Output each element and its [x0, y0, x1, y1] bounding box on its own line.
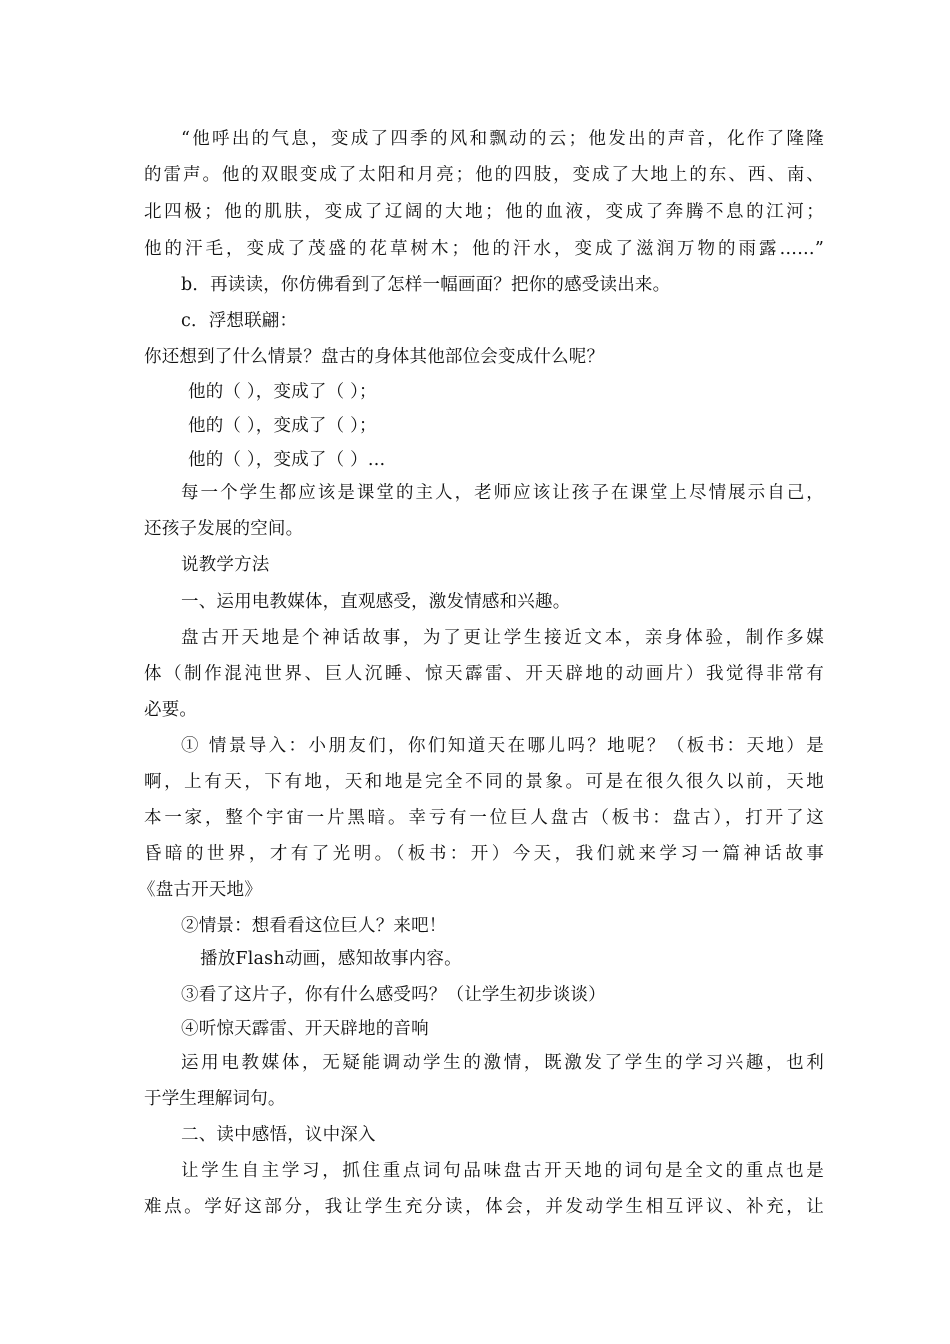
step-b-text: b．再读读，你仿佛看到了怎样一幅画面？把你的感受读出来。 [181, 275, 671, 295]
section-heading: 说教学方法 [181, 555, 270, 575]
fill-blank-line-1: 他的（ ），变成了（ ）； [188, 382, 377, 402]
step-1-line: 本一家，整个宇宙一片黑暗。幸亏有一位巨人盘古（板书：盘古），打开了这 [144, 808, 824, 828]
quote-line-3: 北四极；他的肌肤，变成了辽阔的大地；他的血液，变成了奔腾不息的江河； [144, 202, 824, 222]
subsection-heading-1: 一、运用电教媒体，直观感受，激发情感和兴趣。 [181, 592, 571, 612]
subsection-heading-2: 二、读中感悟，议中深入 [181, 1125, 376, 1145]
fill-blank-line-3: 他的（ ），变成了（ ）… [188, 450, 386, 470]
step-1-line: ① 情景导入：小朋友们，你们知道天在哪儿吗？地呢？（板书：天地）是 [181, 736, 824, 756]
quote-line-1: “他呼出的气息，变成了四季的风和飘动的云；他发出的声音，化作了隆隆 [181, 129, 824, 149]
step-2-line: ②情景：想看看这位巨人？来吧！ [181, 916, 447, 936]
paragraph-line: 体（制作混沌世界、巨人沉睡、惊天霹雷、开天辟地的动画片）我觉得非常有 [144, 664, 824, 684]
paragraph-line: 还孩子发展的空间。 [144, 519, 304, 539]
paragraph-line: 难点。学好这部分，我让学生充分读，体会，并发动学生相互评议、补充，让 [144, 1197, 824, 1217]
question-text: 你还想到了什么情景？盘古的身体其他部位会变成什么呢？ [144, 347, 605, 367]
quote-line-2: 的雷声。他的双眼变成了太阳和月亮；他的四肢，变成了大地上的东、西、南、 [144, 165, 824, 185]
step-4-line: ④听惊天霹雷、开天辟地的音响 [181, 1019, 429, 1039]
step-c-heading: c．浮想联翩： [181, 311, 298, 331]
lesson-title: 《盘古开天地》 [138, 880, 262, 900]
paragraph-line: 每一个学生都应该是课堂的主人，老师应该让孩子在课堂上尽情展示自己， [181, 483, 824, 503]
paragraph-line: 必要。 [144, 700, 198, 720]
step-2-detail: 播放Flash动画，感知故事内容。 [200, 949, 462, 969]
paragraph-line: 于学生理解词句。 [144, 1089, 286, 1109]
paragraph-line: 盘古开天地是个神话故事，为了更让学生接近文本，亲身体验，制作多媒 [181, 628, 824, 648]
quote-line-4: 他的汗毛，变成了茂盛的花草树木；他的汗水，变成了滋润万物的雨露……” [144, 239, 824, 259]
step-1-line: 啊，上有天，下有地，天和地是完全不同的景象。可是在很久很久以前，天地 [144, 772, 824, 792]
paragraph-line: 让学生自主学习，抓住重点词句品味盘古开天地的词句是全文的重点也是 [181, 1161, 824, 1181]
step-1-line: 昏暗的世界，才有了光明。（板书：开）今天，我们就来学习一篇神话故事 [144, 844, 824, 864]
fill-blank-line-2: 他的（ ），变成了（ ）； [188, 416, 377, 436]
paragraph-line: 运用电教媒体，无疑能调动学生的激情，既激发了学生的学习兴趣，也利 [181, 1053, 824, 1073]
step-3-line: ③看了这片子，你有什么感受吗？（让学生初步谈谈） [181, 985, 606, 1005]
